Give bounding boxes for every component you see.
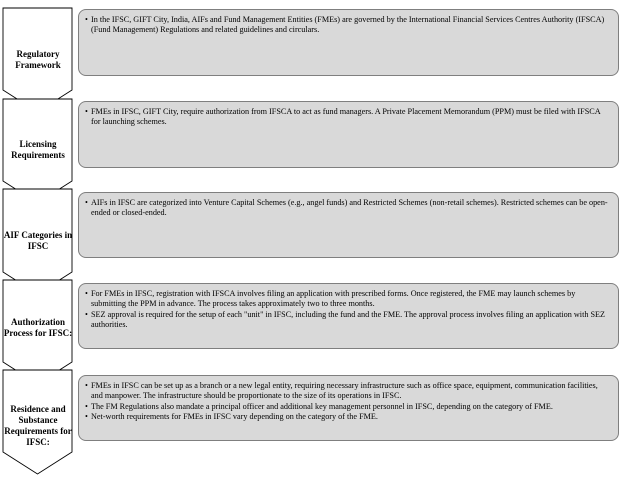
bullet-item: • The FM Regulations also mandate a principal officer and additional key management personnel in IFSC, depending on the category of FME. [85, 402, 608, 412]
bullet-item: • AIFs in IFSC are categorized into Venture Capital Schemes (e.g., angel funds) and Restricted Schemes (non-retail schemes). Restricted schemes can be open-ended or closed-ended. [85, 198, 608, 219]
step-label-residence-substance: Residence and Substance Requirements for IFSC: [4, 404, 72, 447]
step-box-aif-categories [78, 192, 619, 258]
step-box-authorization-process [78, 283, 619, 349]
step-box-licensing-requirements [78, 101, 619, 168]
bullet-item: • Net-worth requirements for FMEs in IFSC vary depending on the category of the FME. [85, 412, 608, 422]
step-box-regulatory-framework [78, 9, 619, 76]
step-label-licensing-requirements: Licensing Requirements [11, 139, 65, 160]
step-label-authorization-process: Authorization Process for IFSC: [3, 317, 73, 338]
bullet-item: • SEZ approval is required for the setup of each "unit" in IFSC, including the fund and the FME. The approval process involves filing an application with SEZ authorities. [85, 310, 608, 331]
step-box-residence-substance [78, 375, 619, 441]
bullet-item: • In the IFSC, GIFT City, India, AIFs and Fund Management Entities (FMEs) are governed by the International Financial Services Centres Authority (IFSCA) (Fund Management) Regulations and related guidelines and circulars. [85, 15, 608, 36]
bullet-item: • For FMEs in IFSC, registration with IFSCA involves filing an application with prescribed forms. Once registered, the FME may launch schemes by submitting the PPM in advance. The process takes approximately two to three months. [85, 289, 608, 310]
bullet-item: • FMEs in IFSC can be set up as a branch or a new legal entity, requiring necessary infrastructure such as office space, equipment, communication facilities, and manpower. The infrastructure should be proportionate to the size of its operations in IFSC. [85, 381, 608, 402]
bullet-item: • FMEs in IFSC, GIFT City, require authorization from IFSCA to act as fund managers. A Private Placement Memorandum (PPM) must be filed with IFSCA for launching schemes. [85, 107, 608, 128]
step-label-regulatory-framework: Regulatory Framework [15, 49, 61, 70]
step-label-aif-categories: AIF Categories in IFSC [3, 230, 73, 251]
